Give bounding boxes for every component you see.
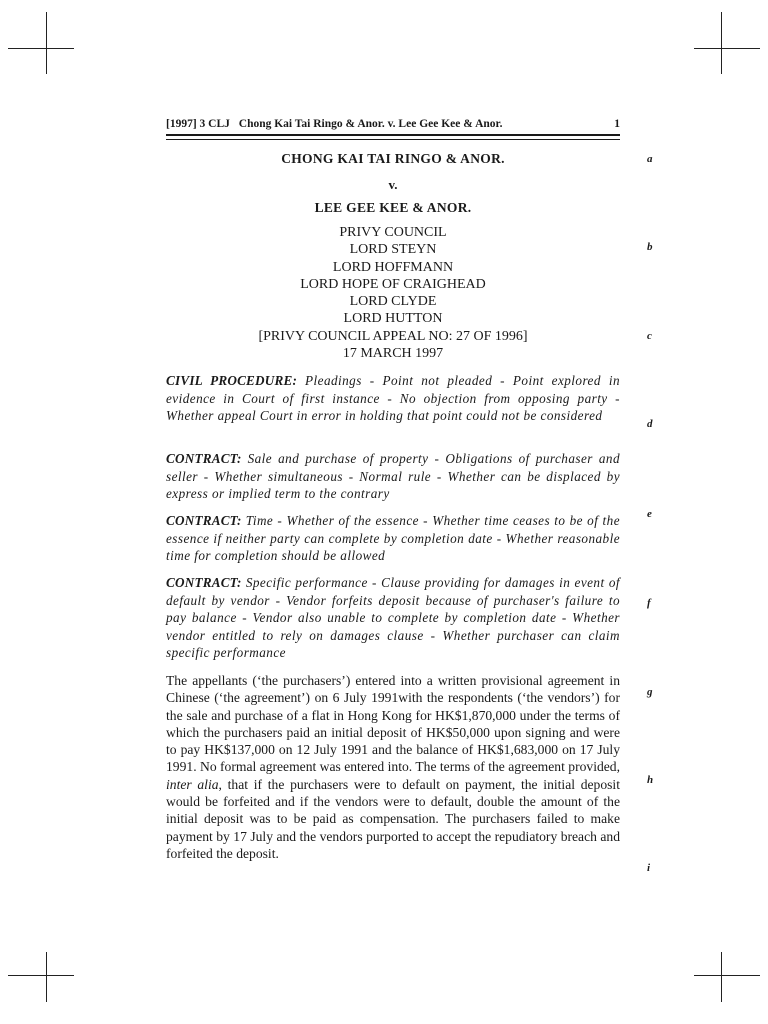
margin-letter: b — [647, 241, 653, 253]
summary-text: The appellants (‘the purchasers’) entered into a written provisional agreement in Chinese (‘the agreement’) on 6 July 1991with the respondents (‘the vendors’) for the sale and purchase of a flat in Hong Kong for HK$1,870,000 under the terms of which the purchasers paid an initial deposit of HK$50,000 upon signing and were to pay HK$137,000 on 12 July 1991 and the balance of HK$1,683,000 on 17 July 1991. No formal agreement was entered into. The terms of the agreement provided, — [166, 673, 620, 775]
header-rule-thin — [166, 139, 620, 140]
party-two: LEE GEE KEE & ANOR. — [314, 200, 472, 215]
page-number: 1 — [614, 118, 620, 130]
summary-text: , that if the purchasers were to default on payment, the initial deposit would be forfeited and if the vendors were to default, double the amount of the initial deposit was to be paid as compensation. The purchasers failed to make payment by 17 July and the vendors purported to accept the repudiatory breach and forfeited the deposit. — [166, 776, 620, 861]
judge: LORD CLYDE — [349, 294, 437, 310]
court-block — [166, 224, 620, 362]
versus: v. — [388, 177, 398, 192]
catchword-text: Sale and purchase of property - Obligations of purchaser and seller - Whether simultaneous - Normal rule - Whether can be displaced by express or implied term to the contrary — [166, 451, 620, 502]
margin-letter: i — [647, 862, 651, 874]
margin-letter: a — [647, 153, 653, 165]
catchword-paragraph — [166, 372, 620, 425]
margin-letter: e — [647, 508, 652, 520]
margin-letter: f — [647, 597, 651, 609]
margin-letter: c — [647, 330, 652, 342]
margin-letter: g — [647, 686, 653, 698]
judge: LORD STEYN — [349, 242, 437, 258]
header-rule-thick — [166, 134, 620, 136]
catchword-heading: CONTRACT: — [166, 513, 242, 528]
catchword-text: Pleadings - Point not pleaded - Point explored in evidence in Court of first instance - No objection from opposing party - Whether appeal Court in error in holding that point could not be considered — [166, 373, 620, 424]
court-name: PRIVY COUNCIL — [339, 225, 447, 240]
margin-letter: d — [647, 418, 653, 430]
citation: [1997] 3 CLJ — [166, 118, 230, 130]
judge: LORD HUTTON — [343, 311, 443, 327]
judgment-date: 17 MARCH 1997 — [342, 346, 444, 362]
catchword-paragraph — [166, 512, 620, 565]
catchword-text: Time - Whether of the essence - Whether time ceases to be of the essence if neither party can complete by completion date - Whether reasonable time for completion should be allowed — [166, 513, 621, 564]
catchword-text: Specific performance - Clause providing for damages in event of default by vendor - Vendor forfeits deposit because of purchaser's failure to pay balance - Vendor also unable to complete by completion date - Whether vendor entitled to rely on damages clause - Whether purchaser can claim specific performance — [166, 575, 620, 661]
margin-letter: h — [647, 774, 654, 786]
running-header — [166, 118, 620, 130]
catchword-heading: CONTRACT: — [166, 575, 242, 590]
judge: LORD HOPE OF CRAIGHEAD — [300, 276, 486, 292]
catchword-paragraph — [166, 574, 620, 662]
appeal-number: [PRIVY COUNCIL APPEAL NO: 27 OF 1996] — [258, 328, 528, 344]
case-short-title: Chong Kai Tai Ringo & Anor. v. Lee Gee Kee & Anor. — [238, 118, 503, 130]
catchword-heading: CONTRACT: — [166, 451, 242, 466]
judge: LORD HOFFMANN — [332, 259, 454, 275]
party-one: CHONG KAI TAI RINGO & ANOR. — [281, 151, 505, 166]
summary-paragraph — [166, 672, 620, 862]
summary-italic: inter alia — [166, 776, 219, 792]
catchword-paragraph — [166, 450, 620, 503]
catchword-heading: CIVIL PROCEDURE: — [166, 373, 298, 388]
